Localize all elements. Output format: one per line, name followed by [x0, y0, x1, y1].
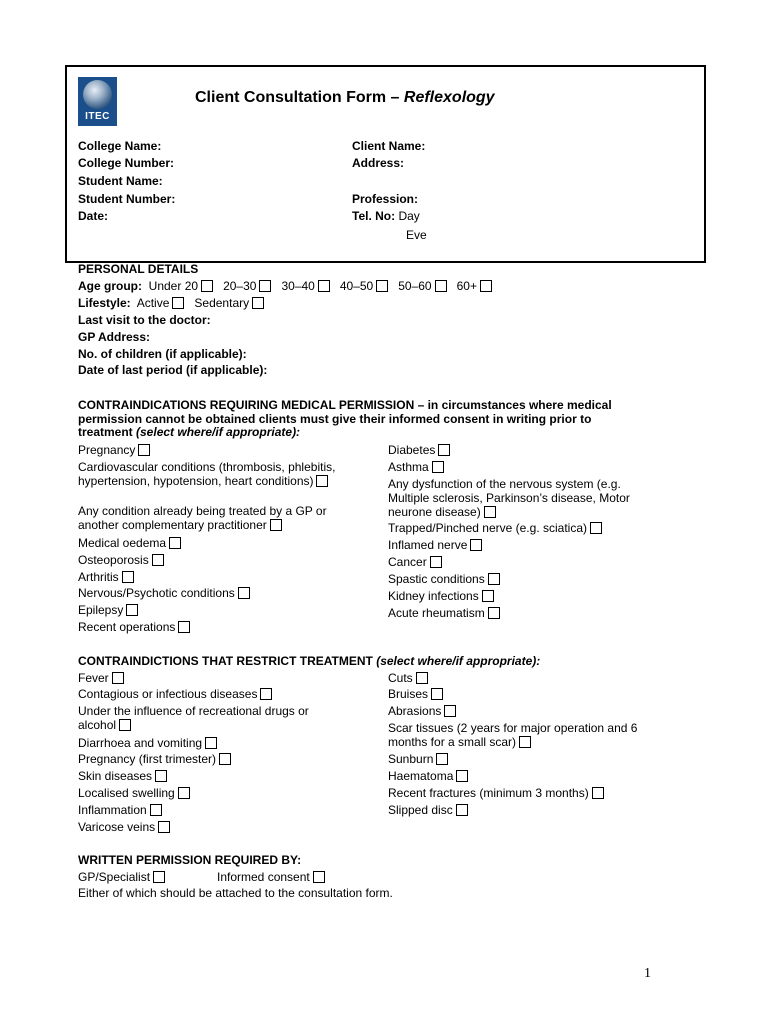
checkbox[interactable] [172, 297, 184, 309]
checkbox[interactable] [313, 871, 325, 883]
list-item: Slipped disc [388, 803, 468, 817]
personal-heading: PERSONAL DETAILS [78, 262, 199, 276]
profession-label: Profession: [352, 192, 419, 206]
list-item: Trapped/Pinched nerve (e.g. sciatica) [388, 521, 602, 535]
date-label: Date: [78, 209, 109, 223]
list-item: Kidney infections [388, 589, 494, 603]
last-period-label: Date of last period (if applicable): [78, 363, 268, 377]
permission-heading: WRITTEN PERMISSION REQUIRED BY: [78, 853, 302, 867]
list-item: Epilepsy [78, 603, 138, 617]
list-item: Cancer [388, 555, 442, 569]
checkbox[interactable] [155, 770, 167, 782]
list-item: Abrasions [388, 704, 456, 718]
list-item: Spastic conditions [388, 572, 500, 586]
checkbox[interactable] [435, 280, 447, 292]
checkbox[interactable] [470, 539, 482, 551]
page-number: 1 [644, 966, 651, 981]
checkbox[interactable] [488, 607, 500, 619]
list-item: Asthma [388, 460, 444, 474]
list-item: Any condition already being treated by a GP or another complementary practitioner [78, 504, 327, 532]
list-item: Any dysfunction of the nervous system (e.g. Multiple sclerosis, Parkinson’s disease, Motor neurone disease) [388, 477, 630, 519]
logo-text: ITEC [85, 111, 110, 122]
checkbox[interactable] [119, 719, 131, 731]
list-item: Nervous/Psychotic conditions [78, 586, 250, 600]
checkbox[interactable] [444, 705, 456, 717]
permission-option: Informed consent [217, 870, 325, 884]
checkbox[interactable] [416, 672, 428, 684]
list-item: Fever [78, 671, 124, 685]
checkbox[interactable] [201, 280, 213, 292]
medical-heading-line2: permission cannot be obtained clients must give their informed consent in writing prior to [78, 412, 592, 426]
checkbox[interactable] [432, 461, 444, 473]
checkbox[interactable] [484, 506, 496, 518]
tel-field: Tel. No: Day [352, 209, 420, 223]
list-item: Medical oedema [78, 536, 181, 550]
list-item: Inflamed nerve [388, 538, 482, 552]
checkbox[interactable] [205, 737, 217, 749]
list-item: Acute rheumatism [388, 606, 500, 620]
checkbox[interactable] [152, 554, 164, 566]
checkbox[interactable] [480, 280, 492, 292]
checkbox[interactable] [238, 587, 250, 599]
medical-heading-line1: CONTRAINDICATIONS REQUIRING MEDICAL PERMISSION – in circumstances where medical [78, 398, 612, 412]
checkbox[interactable] [219, 753, 231, 765]
list-item: Skin diseases [78, 769, 167, 783]
student-number-label: Student Number: [78, 192, 176, 206]
medical-heading-line3: treatment (select where/if appropriate): [78, 425, 301, 439]
college-number-label: College Number: [78, 156, 175, 170]
restrict-heading: CONTRAINDICTIONS THAT RESTRICT TREATMENT (select where/if appropriate): [78, 654, 541, 668]
checkbox[interactable] [158, 821, 170, 833]
list-item: Cuts [388, 671, 428, 685]
globe-icon [83, 80, 112, 109]
gp-address-label: GP Address: [78, 330, 151, 344]
checkbox[interactable] [590, 522, 602, 534]
list-item: Osteoporosis [78, 553, 164, 567]
list-item: Pregnancy [78, 443, 150, 457]
checkbox[interactable] [430, 556, 442, 568]
list-item: Bruises [388, 687, 443, 701]
children-label: No. of children (if applicable): [78, 347, 247, 361]
checkbox[interactable] [122, 571, 134, 583]
address-label: Address: [352, 156, 405, 170]
last-visit-label: Last visit to the doctor: [78, 313, 211, 327]
checkbox[interactable] [592, 787, 604, 799]
permission-note: Either of which should be attached to the consultation form. [78, 886, 393, 900]
checkbox[interactable] [260, 688, 272, 700]
checkbox[interactable] [436, 753, 448, 765]
checkbox[interactable] [456, 770, 468, 782]
checkbox[interactable] [178, 787, 190, 799]
list-item: Recent fractures (minimum 3 months) [388, 786, 604, 800]
checkbox[interactable] [178, 621, 190, 633]
list-item: Varicose veins [78, 820, 170, 834]
list-item: Cardiovascular conditions (thrombosis, phlebitis, hypertension, hypotension, heart conditions) [78, 460, 336, 488]
checkbox[interactable] [112, 672, 124, 684]
checkbox[interactable] [488, 573, 500, 585]
checkbox[interactable] [252, 297, 264, 309]
list-item: Arthritis [78, 570, 134, 584]
list-item: Diarrhoea and vomiting [78, 736, 217, 750]
age-group-row: Age group: Under 20 20–30 30–40 40–50 50–60 60+ [78, 279, 492, 293]
college-name-label: College Name: [78, 139, 162, 153]
list-item: Under the influence of recreational drugs or alcohol [78, 704, 309, 732]
student-name-label: Student Name: [78, 174, 163, 188]
client-name-label: Client Name: [352, 139, 426, 153]
checkbox[interactable] [259, 280, 271, 292]
lifestyle-row: Lifestyle: Active Sedentary [78, 296, 264, 310]
tel-eve: Eve [406, 228, 427, 242]
list-item: Localised swelling [78, 786, 190, 800]
checkbox[interactable] [316, 475, 328, 487]
checkbox[interactable] [153, 871, 165, 883]
checkbox[interactable] [482, 590, 494, 602]
list-item: Haematoma [388, 769, 468, 783]
checkbox[interactable] [438, 444, 450, 456]
checkbox[interactable] [169, 537, 181, 549]
list-item: Recent operations [78, 620, 190, 634]
checkbox[interactable] [126, 604, 138, 616]
list-item: Diabetes [388, 443, 450, 457]
checkbox[interactable] [376, 280, 388, 292]
permission-option: GP/Specialist [78, 870, 165, 884]
checkbox[interactable] [150, 804, 162, 816]
checkbox[interactable] [318, 280, 330, 292]
checkbox[interactable] [138, 444, 150, 456]
list-item: Pregnancy (first trimester) [78, 752, 231, 766]
checkbox[interactable] [519, 736, 531, 748]
list-item: Inflammation [78, 803, 162, 817]
checkbox[interactable] [431, 688, 443, 700]
list-item: Sunburn [388, 752, 448, 766]
form-title: Client Consultation Form – Reflexology [195, 89, 495, 106]
checkbox[interactable] [270, 519, 282, 531]
list-item: Contagious or infectious diseases [78, 687, 272, 701]
checkbox[interactable] [456, 804, 468, 816]
itec-logo [78, 77, 117, 126]
list-item: Scar tissues (2 years for major operation and 6 months for a small scar) [388, 721, 638, 749]
